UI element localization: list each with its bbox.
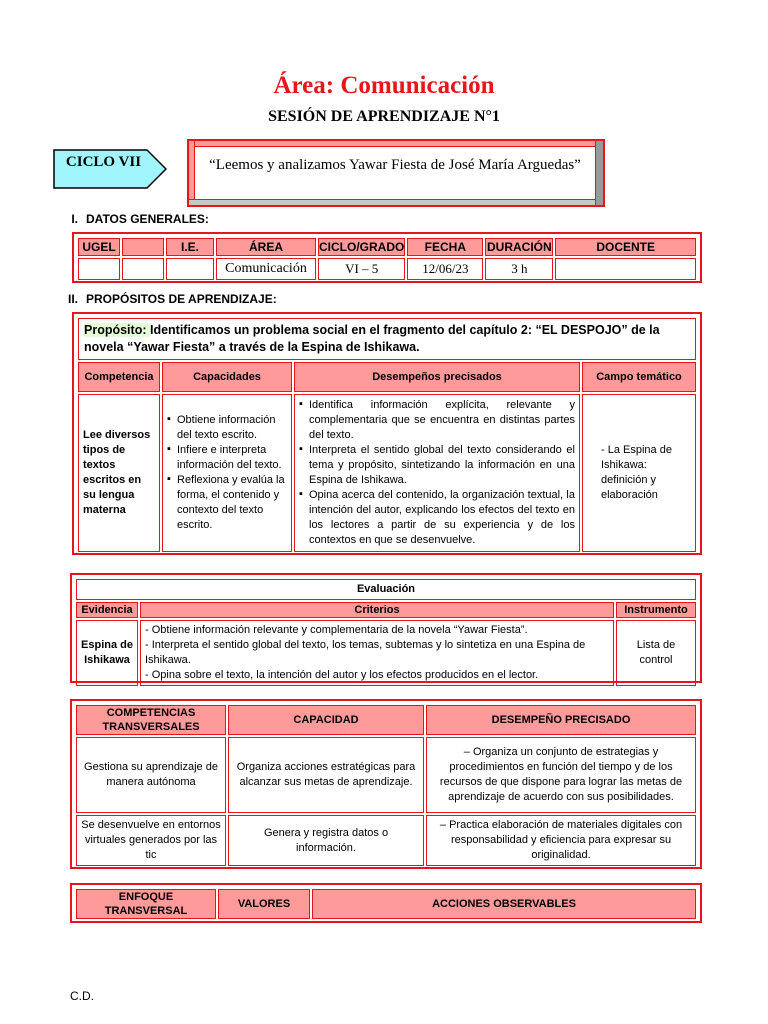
cell-ugel [78, 258, 120, 280]
column-header: Instrumento [616, 602, 696, 618]
footer-initials: C.D. [70, 989, 94, 1003]
table-row [78, 394, 696, 552]
column-header: CAPACIDAD [228, 705, 424, 735]
session-title: “Leemos y analizamos Yawar Fiesta de José María Arguedas” [209, 157, 581, 173]
instrumento-cell: Lista de control [616, 620, 696, 686]
table-title-row [76, 579, 696, 600]
propositos-table [72, 312, 702, 555]
evaluacion-title: Evaluación [76, 579, 696, 600]
column-header: Evidencia [76, 602, 138, 618]
column-header: ENFOQUE TRANSVERSAL [76, 889, 216, 919]
column-header: Competencia [78, 362, 160, 392]
ciclo-tag [53, 149, 167, 189]
cell-ciclo-grado: VI – 5 [318, 258, 405, 280]
desempenos-cell [294, 394, 580, 552]
cell-ie [166, 258, 214, 280]
desempeno-cell: – Practica elaboración de materiales digitales con responsabilidad y eficiencia para expresar su originalidad. [426, 815, 696, 866]
cell-area: Comunicación [216, 258, 316, 280]
list-item: ▪ Identifica información explícita, relevante y complementaria que se encuentra en distintas partes del texto. [299, 398, 575, 443]
cell-empty [122, 258, 164, 280]
proposito-row [78, 318, 696, 360]
criterio-item: - Obtiene información relevante y complementaria de la novela “Yawar Fiesta”. [145, 624, 528, 636]
column-header: Capacidades [162, 362, 292, 392]
criterio-item: - Opina sobre el texto, la intención del autor y los efectos producidos en el lector. [145, 669, 539, 681]
list-item: ▪ Reflexiona y evalúa la forma, el contenido y contexto del texto escrito. [167, 473, 287, 533]
column-header: UGEL [78, 238, 120, 256]
competencia-cell: Gestiona su aprendizaje de manera autónoma [76, 737, 226, 813]
column-header: ACCIONES OBSERVABLES [312, 889, 696, 919]
section-number: II. [67, 292, 78, 306]
column-header: Criterios [140, 602, 614, 618]
criterios-cell [140, 620, 614, 686]
column-header: COMPETENCIAS TRANSVERSALES [76, 705, 226, 735]
section-propositos [52, 292, 277, 306]
list-item: ▪ Obtiene información del texto escrito. [167, 413, 287, 443]
cell-duracion: 3 h [485, 258, 553, 280]
section-title: PROPÓSITOS DE APRENDIZAJE: [86, 292, 277, 306]
page-title: Área: Comunicación [273, 72, 495, 99]
evaluacion-table [70, 573, 702, 683]
table-header-row [78, 238, 696, 256]
proposito-text: Identificamos un problema social en el fragmento del capítulo 2: “EL DESPOJO” de la novela “Yawar Fiesta” a través de la Espina de Ishikawa. [84, 323, 660, 354]
column-header: DESEMPEÑO PRECISADO [426, 705, 696, 735]
table-row [76, 815, 696, 866]
capacidad-cell: Genera y registra datos o información. [228, 815, 424, 866]
column-header: DOCENTE [555, 238, 696, 256]
campo-tematico-cell: - La Espina de Ishikawa: definición y elaboración [582, 394, 696, 552]
table-header-row [76, 705, 696, 735]
table-row [76, 620, 696, 686]
criterio-item: - Interpreta el sentido global del texto, los temas, subtemas y lo sintetiza en una Espina de Ishikawa. [145, 639, 586, 666]
enfoque-table [70, 883, 702, 923]
competencia-cell: Lee diversos tipos de textos escritos en su lengua materna [78, 394, 160, 552]
transversales-table [70, 699, 702, 869]
ciclo-label: CICLO VII [65, 154, 142, 170]
datos-generales-table [72, 232, 702, 283]
capacidades-cell [162, 394, 292, 552]
table-header-row [76, 602, 696, 618]
column-header: Desempeños precisados [294, 362, 580, 392]
column-header [122, 238, 164, 256]
column-header: VALORES [218, 889, 310, 919]
column-header: Campo temático [582, 362, 696, 392]
cell-docente [555, 258, 696, 280]
proposito-label: Propósito: [84, 323, 150, 337]
table-row [76, 737, 696, 813]
proposito-cell [78, 318, 696, 360]
evidencia-cell: Espina de Ishikawa [76, 620, 138, 686]
desempeno-cell: – Organiza un conjunto de estrategias y procedimientos en función del tiempo y de los recursos de que dispone para lograr las metas de aprendizaje de acuerdo con sus posibilidades. [426, 737, 696, 813]
cell-fecha: 12/06/23 [407, 258, 483, 280]
session-title-box [187, 139, 605, 207]
section-datos-generales [52, 212, 209, 226]
column-header: FECHA [407, 238, 483, 256]
capacidad-cell: Organiza acciones estratégicas para alcanzar sus metas de aprendizaje. [228, 737, 424, 813]
list-item: ▪ Interpreta el sentido global del texto considerando el tema y propósito, sintetizando la información en una Espina de Ishikawa. [299, 443, 575, 488]
list-item: ▪ Infiere e interpreta información del texto. [167, 443, 287, 473]
table-header-row [78, 362, 696, 392]
column-header: I.E. [166, 238, 214, 256]
table-row [78, 258, 696, 280]
list-item: ▪ Opina acerca del contenido, la organización textual, la intención del autor, explicando los efectos del texto en los lectores a partir de su experiencia y de los contextos en que se desenvuelve. [299, 488, 575, 548]
section-title: DATOS GENERALES: [86, 212, 209, 226]
column-header: DURACIÓN [487, 240, 552, 254]
section-number: I. [71, 212, 78, 226]
session-subtitle: SESIÓN DE APRENDIZAJE N°1 [268, 108, 500, 125]
column-header: CICLO/GRADO [319, 240, 405, 254]
table-header-row [76, 889, 696, 919]
column-header: ÁREA [216, 238, 316, 256]
competencia-cell: Se desenvuelve en entornos virtuales generados por las tic [76, 815, 226, 866]
